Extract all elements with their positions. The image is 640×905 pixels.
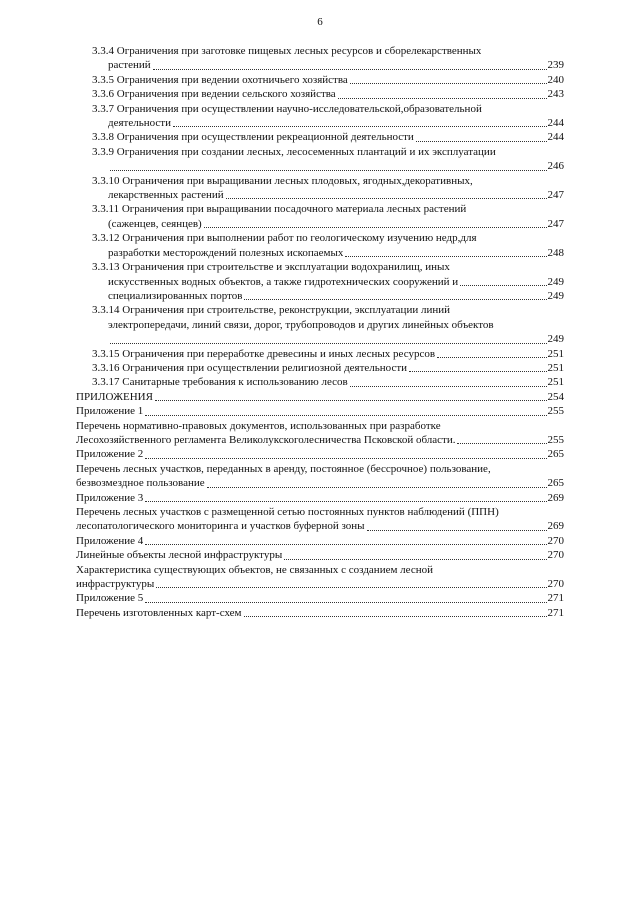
dot-leader bbox=[338, 97, 547, 99]
toc-entry-page: 247 bbox=[547, 189, 564, 202]
dot-leader bbox=[350, 82, 547, 84]
toc-entry-title: 3.3.13 Ограничения при строительстве и эксплуатации водохранилищ, иных bbox=[92, 261, 450, 274]
dot-leader bbox=[207, 486, 547, 488]
dot-leader bbox=[226, 197, 547, 199]
toc-entry-title: деятельности bbox=[108, 117, 171, 130]
toc-entry-title: 3.3.9 Ограничения при создании лесных, лесосеменных плантаций и их эксплуатации bbox=[92, 145, 496, 158]
toc-entry-title: искусственных водных объектов, а также гидротехнических сооружений и bbox=[108, 275, 459, 288]
toc-entry[interactable] bbox=[76, 447, 564, 461]
toc-entry-page: 271 bbox=[547, 606, 564, 619]
toc-entry-title: (саженцев, сеянцев) bbox=[108, 217, 202, 230]
toc-entry-page: 269 bbox=[547, 491, 564, 504]
dot-leader bbox=[437, 356, 546, 358]
dot-leader bbox=[350, 385, 547, 387]
dot-leader bbox=[145, 500, 546, 502]
dot-leader bbox=[345, 255, 546, 257]
dot-leader bbox=[416, 140, 547, 142]
toc-entry-title: 3.3.6 Ограничения при ведении сельского хозяйства bbox=[92, 88, 336, 101]
dot-leader bbox=[153, 68, 547, 70]
dot-leader bbox=[457, 442, 546, 444]
toc-entry-title: электропередачи, линий связи, дорог, трубопроводов и других линейных объектов bbox=[108, 318, 494, 331]
toc-entry[interactable] bbox=[76, 375, 564, 389]
toc-entry-title: 3.3.15 Ограничения при переработке древесины и иных лесных ресурсов bbox=[92, 347, 436, 360]
toc-entry-page: 244 bbox=[547, 117, 564, 130]
toc-entry[interactable] bbox=[76, 491, 564, 505]
toc-entry-title: 3.3.5 Ограничения при ведении охотничьего хозяйства bbox=[92, 73, 348, 86]
toc-entry[interactable] bbox=[76, 462, 564, 491]
toc-entry-page: 249 bbox=[547, 275, 564, 288]
toc-entry-page: 249 bbox=[547, 333, 564, 346]
toc-entry-title: разработки месторождений полезных ископаемых bbox=[108, 246, 344, 259]
toc-entry-page: 265 bbox=[547, 477, 564, 490]
dot-leader bbox=[155, 399, 547, 401]
dot-leader bbox=[145, 414, 546, 416]
toc-entry-page: 271 bbox=[547, 592, 564, 605]
toc-entry[interactable] bbox=[76, 347, 564, 361]
toc-entry-title: 3.3.14 Ограничения при строительстве, реконструкции, эксплуатации линий bbox=[92, 304, 450, 317]
toc-entry[interactable] bbox=[76, 174, 564, 203]
page-number: 6 bbox=[317, 16, 323, 28]
toc-entry[interactable] bbox=[76, 87, 564, 101]
dot-leader bbox=[367, 529, 547, 531]
toc-entry-page: 265 bbox=[547, 448, 564, 461]
toc-entry-title: безвозмездное пользование bbox=[76, 477, 205, 490]
toc-entry[interactable] bbox=[76, 591, 564, 605]
toc-entry-page: 244 bbox=[547, 131, 564, 144]
toc-entry-title: инфраструктуры bbox=[76, 578, 155, 591]
toc-entry-title: 3.3.4 Ограничения при заготовке пищевых лесных ресурсов и сборелекарственных bbox=[92, 45, 482, 57]
toc-entry-page: 249 bbox=[547, 289, 564, 302]
toc-entry-page: 270 bbox=[547, 578, 564, 591]
toc-entry-page: 248 bbox=[547, 246, 564, 259]
toc-entry-title: Перечень лесных участков, переданных в аренду, постоянное (бессрочное) пользование, bbox=[76, 462, 491, 475]
dot-leader bbox=[409, 370, 546, 372]
toc-entry-title: растений bbox=[108, 59, 151, 72]
toc-entry[interactable] bbox=[76, 534, 564, 548]
toc-entry[interactable] bbox=[76, 505, 564, 534]
toc-entry-page: 251 bbox=[547, 361, 564, 374]
toc-entry-page: 251 bbox=[547, 347, 564, 360]
toc-entry-title: Приложение 4 bbox=[76, 534, 144, 547]
toc-entry[interactable] bbox=[76, 606, 564, 620]
toc-entry[interactable] bbox=[76, 563, 564, 592]
toc-entry-page: 269 bbox=[547, 520, 564, 533]
dot-leader bbox=[204, 226, 547, 228]
dot-leader bbox=[284, 558, 546, 560]
dot-leader bbox=[145, 457, 546, 459]
toc-entry-title: 3.3.12 Ограничения при выполнении работ по геологическому изучению недр,для bbox=[92, 232, 477, 245]
toc-entry[interactable] bbox=[76, 202, 564, 231]
toc-entry-page: 246 bbox=[547, 160, 564, 173]
toc-entry-title: лесопатологического мониторинга и участков буферной зоны bbox=[76, 520, 365, 533]
toc-entry[interactable] bbox=[76, 130, 564, 144]
toc-entry[interactable] bbox=[76, 231, 564, 260]
toc-entry-page: 251 bbox=[547, 376, 564, 389]
toc-entry-page: 270 bbox=[547, 534, 564, 547]
toc-entry-page: 254 bbox=[547, 390, 564, 403]
toc-entry[interactable] bbox=[76, 361, 564, 375]
toc-entry-page: 239 bbox=[547, 59, 564, 72]
toc-entry-title: Линейные объекты лесной инфраструктуры bbox=[76, 549, 283, 562]
dot-leader bbox=[156, 586, 546, 588]
dot-leader bbox=[145, 601, 546, 603]
toc-entry-title: Приложение 3 bbox=[76, 491, 144, 504]
toc-entry-page: 247 bbox=[547, 217, 564, 230]
toc-entry[interactable] bbox=[76, 404, 564, 418]
toc-entry-title: Перечень нормативно-правовых документов, использованных при разработке bbox=[76, 419, 441, 432]
toc-entry-title: 3.3.10 Ограничения при выращивании лесных плодовых, ягодных,декоративных, bbox=[92, 174, 473, 187]
toc-entry-title: 3.3.11 Ограничения при выращивании посадочного материала лесных растений bbox=[92, 203, 467, 216]
toc-entry-title: Приложение 1 bbox=[76, 405, 144, 418]
toc-entry-page: 255 bbox=[547, 405, 564, 418]
toc-entry[interactable] bbox=[76, 303, 564, 346]
toc-entry[interactable] bbox=[76, 102, 564, 131]
toc-entry-title: Характеристика существующих объектов, не связанных с созданием лесной bbox=[76, 563, 433, 576]
toc-entry-title: 3.3.8 Ограничения при осуществлении рекреационной деятельности bbox=[92, 131, 414, 144]
toc-entry-title: Приложение 5 bbox=[76, 592, 144, 605]
toc-entry-page: 255 bbox=[547, 433, 564, 446]
toc-entry-title: 3.3.17 Санитарные требования к использованию лесов bbox=[92, 376, 348, 389]
toc-entry[interactable] bbox=[76, 73, 564, 87]
dot-leader bbox=[173, 125, 547, 127]
toc-entry-page: 243 bbox=[547, 88, 564, 101]
toc-entry[interactable] bbox=[76, 260, 564, 303]
dot-leader bbox=[110, 342, 547, 344]
toc-entry-page: 270 bbox=[547, 549, 564, 562]
toc-entry-title: Приложение 2 bbox=[76, 448, 144, 461]
toc-entry-title: Лесохозяйственного регламента Великолукскоголесничества Псковской области. bbox=[76, 433, 456, 446]
toc-entry-title: 3.3.16 Ограничения при осуществлении религиозной деятельности bbox=[92, 361, 408, 374]
toc-entry-title: Перечень изготовленных карт-схем bbox=[76, 606, 242, 619]
dot-leader bbox=[244, 615, 547, 617]
dot-leader bbox=[244, 298, 546, 300]
dot-leader bbox=[110, 169, 547, 171]
toc-entry[interactable] bbox=[76, 548, 564, 562]
toc-entry[interactable] bbox=[76, 44, 564, 73]
dot-leader bbox=[460, 284, 546, 286]
toc-entry-title: специализированных портов bbox=[108, 289, 243, 302]
toc-entry-title: лекарственных растений bbox=[108, 189, 224, 202]
table-of-contents bbox=[76, 44, 564, 620]
toc-entry-page: 240 bbox=[547, 73, 564, 86]
toc-entry[interactable] bbox=[76, 390, 564, 404]
toc-entry[interactable] bbox=[76, 419, 564, 448]
toc-entry[interactable] bbox=[76, 145, 564, 174]
dot-leader bbox=[145, 543, 546, 545]
toc-entry-title: 3.3.7 Ограничения при осуществлении научно-исследовательской,образовательной bbox=[92, 102, 482, 115]
toc-entry-title: ПРИЛОЖЕНИЯ bbox=[76, 390, 153, 403]
toc-entry-title: Перечень лесных участков с размещенной сетью постоянных пунктов наблюдений (ППН) bbox=[76, 506, 499, 518]
